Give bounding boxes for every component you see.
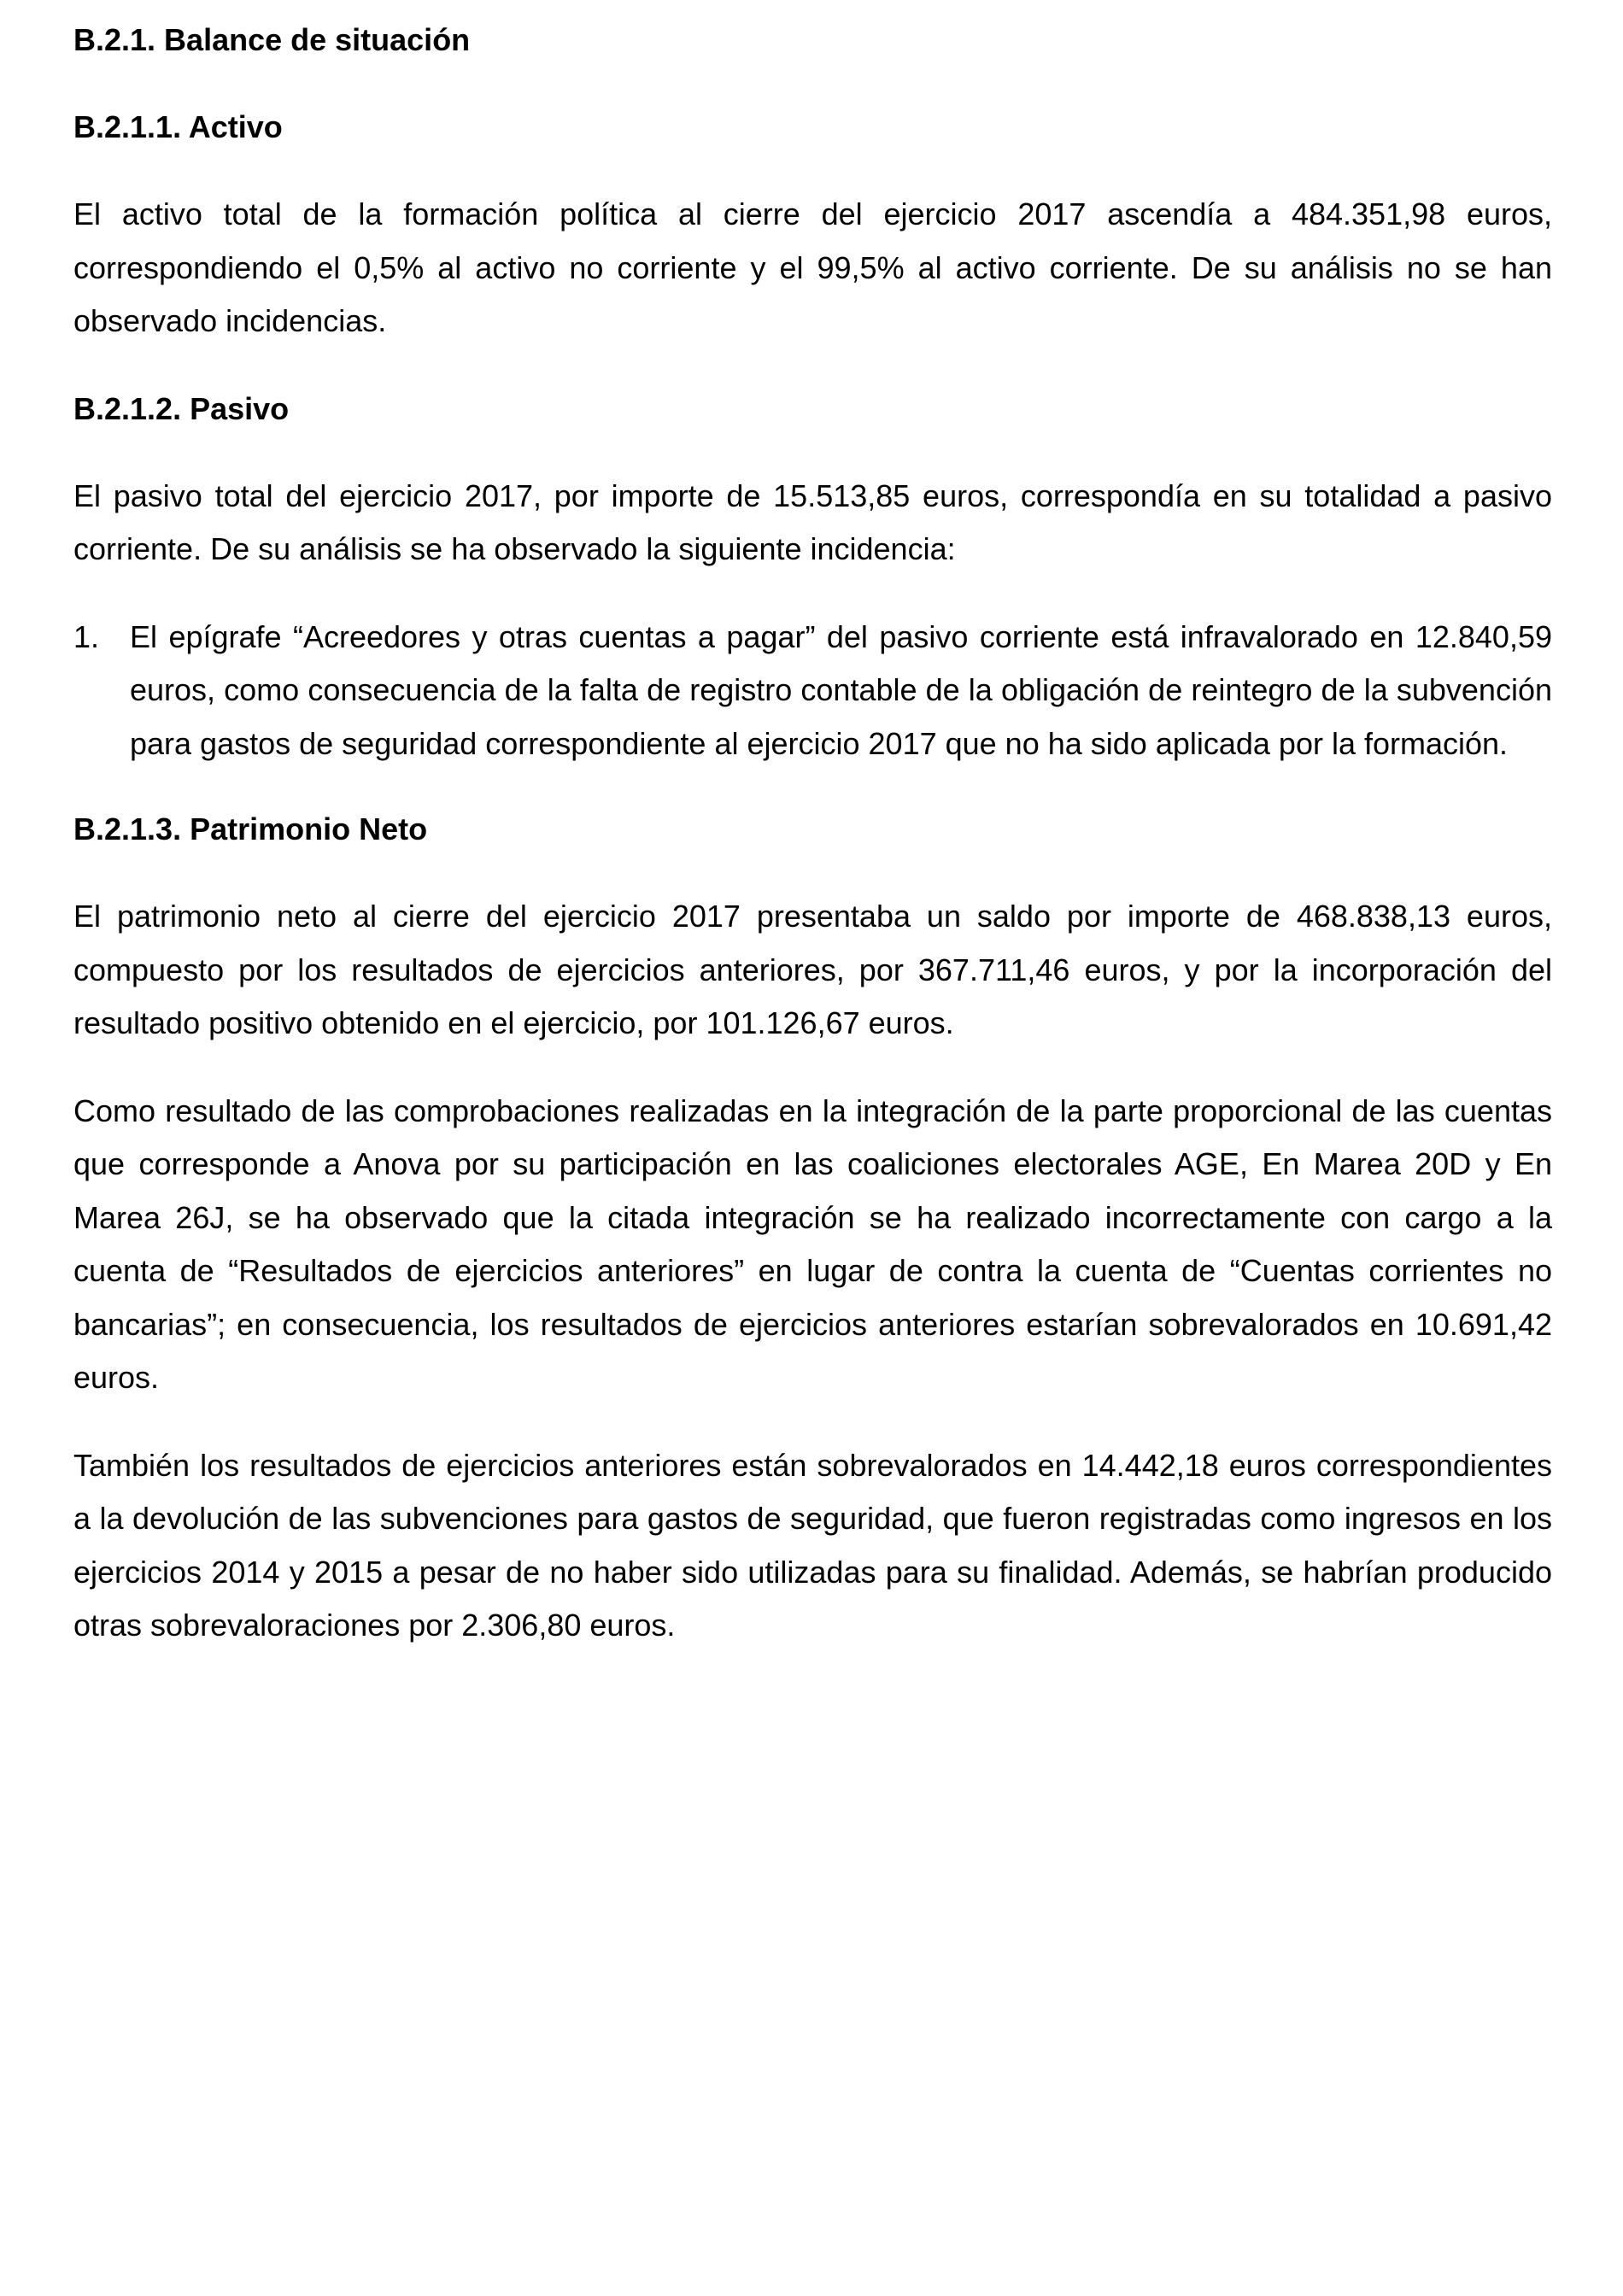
incidence-list <box>73 611 1552 771</box>
heading-balance-de-situacion: B.2.1. Balance de situación <box>73 22 471 57</box>
paragraph-patrimonio-neto-3: También los resultados de ejercicios anteriores están sobrevalorados en 14.442,18 euros correspondientes a la devolución de las subvenciones para gastos de seguridad, que fueron registradas como ingresos en los ejercicios 2014 y 2015 a pesar de no haber sido utilizadas para su finalidad. Además, se habrían producido otras sobrevaloraciones por 2.306,80 euros. <box>73 1447 1552 1643</box>
paragraph-patrimonio-neto-2: Como resultado de las comprobaciones realizadas en la integración de la parte proporcional de las cuentas que corresponde a Anova por su participación en las coaliciones electorales AGE, En Marea 20D y En Marea 26J, se ha observado que la citada integración se ha realizado incorrectamente con cargo a la cuenta de “Resultados de ejercicios anteriores” en lugar de contra la cuenta de “Cuentas corrientes no bancarias”; en consecuencia, los resultados de ejercicios anteriores estarían sobrevalorados en 10.691,42 euros. <box>73 1092 1552 1395</box>
heading-activo: B.2.1.1. Activo <box>73 109 283 144</box>
document-page <box>73 7 1552 1653</box>
list-item-number: 1. <box>73 618 100 654</box>
paragraph-patrimonio-neto-1: El patrimonio neto al cierre del ejercicio 2017 presentaba un saldo por importe de 468.838,13 euros, compuesto por los resultados de ejercicios anteriores, por 367.711,46 euros, y por la incorporación del resultado positivo obtenido en el ejercicio, por 101.126,67 euros. <box>73 899 1552 1040</box>
paragraph-activo: El activo total de la formación política al cierre del ejercicio 2017 ascendía a 484.351,98 euros, correspondiendo el 0,5% al activo no corriente y el 99,5% al activo corriente. De su análisis no se han observado incidencias. <box>73 196 1552 338</box>
list-item-text: El epígrafe “Acreedores y otras cuentas a pagar” del pasivo corriente está infravalorado en 12.840,59 euros, como consecuencia de la falta de registro contable de la obligación de reintegro de la subvención para gastos de seguridad correspondiente al ejercicio 2017 que no ha sido aplicada por la formación. <box>130 618 1552 761</box>
paragraph-pasivo: El pasivo total del ejercicio 2017, por importe de 15.513,85 euros, correspondía en su totalidad a pasivo corriente. De su análisis se ha observado la siguiente incidencia: <box>73 477 1552 566</box>
heading-patrimonio-neto: B.2.1.3. Patrimonio Neto <box>73 811 428 846</box>
heading-pasivo: B.2.1.2. Pasivo <box>73 390 290 426</box>
